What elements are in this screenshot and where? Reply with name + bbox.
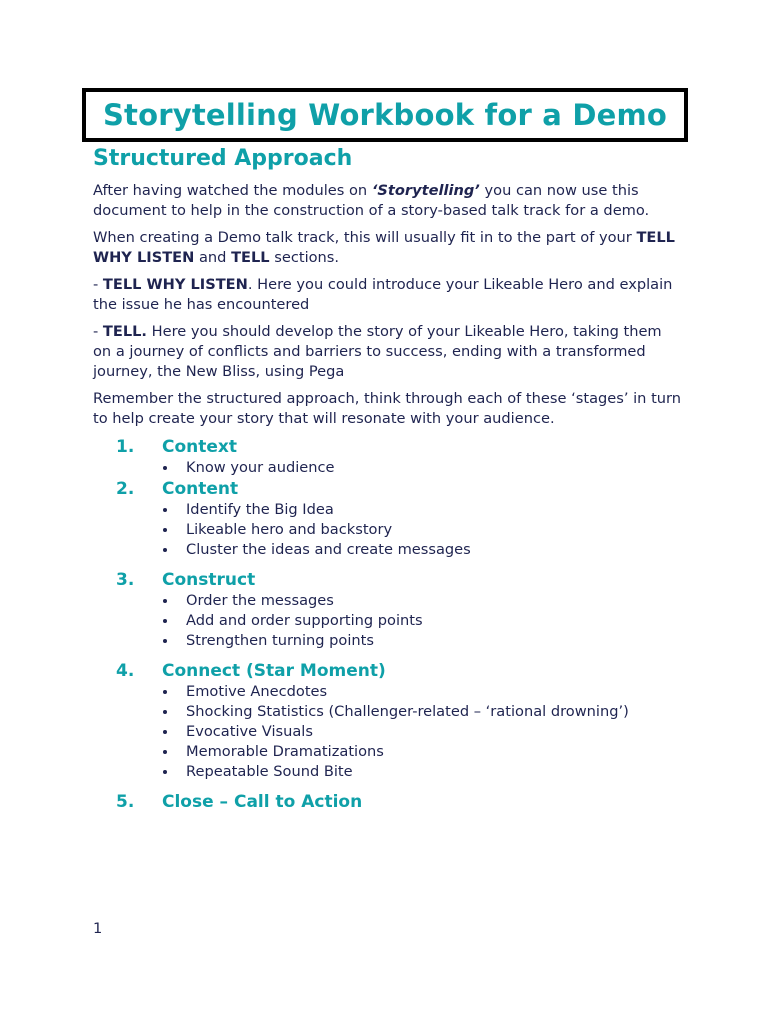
step-number: 5. (116, 792, 135, 812)
list-item: Identify the Big Idea (162, 500, 683, 520)
step-content (93, 478, 683, 560)
intro-text: After having watched the modules on (93, 182, 372, 199)
step-context (93, 436, 683, 478)
step-heading (93, 569, 683, 591)
list-item: Order the messages (162, 591, 683, 611)
title-box (82, 88, 688, 142)
talk-track-and: and (194, 249, 232, 266)
step-items (93, 591, 683, 651)
step-title: Close – Call to Action (162, 792, 363, 812)
talk-track-text: When creating a Demo talk track, this will usually fit in to the part of your (93, 229, 637, 246)
step-number: 4. (116, 661, 135, 681)
step-items (93, 682, 683, 782)
step-items (93, 458, 683, 478)
tell-why-listen-label: TELL WHY LISTEN (102, 276, 248, 293)
list-item: Emotive Anecdotes (162, 682, 683, 702)
list-item: Shocking Statistics (Challenger-related – ‘rational drowning’) (162, 702, 683, 722)
remember-paragraph: Remember the structured approach, think through each of these ‘stages’ in turn to help create your story that will resonate with your audience. (93, 390, 682, 427)
step-heading (93, 436, 683, 458)
step-close (93, 791, 683, 813)
storytelling-emphasis: ‘Storytelling’ (371, 182, 480, 199)
step-items (93, 500, 683, 560)
document-body (93, 146, 683, 813)
list-item: Evocative Visuals (162, 722, 683, 742)
list-item: Memorable Dramatizations (162, 742, 683, 762)
list-item: Likeable hero and backstory (162, 520, 683, 540)
list-item: Repeatable Sound Bite (162, 762, 683, 782)
step-number: 2. (116, 479, 135, 499)
step-heading (93, 478, 683, 500)
section-heading: Structured Approach (93, 146, 353, 171)
step-title: Connect (Star Moment) (162, 661, 386, 681)
steps-list (93, 436, 683, 813)
talk-track-paragraph (93, 228, 683, 268)
dash: - (93, 276, 103, 293)
list-item: Know your audience (162, 458, 683, 478)
tell-bold: TELL (231, 249, 270, 266)
list-item: Cluster the ideas and create messages (162, 540, 683, 560)
page-number: 1 (93, 920, 103, 937)
tell-why-listen-paragraph (93, 275, 683, 315)
step-title: Context (162, 437, 238, 457)
tell-text: Here you should develop the story of your Likeable Hero, taking them on a journey of conflicts and barriers to success, ending with a transformed journey, the New Bliss, using Pega (93, 323, 662, 380)
step-heading (93, 660, 683, 682)
step-heading (93, 791, 683, 813)
tell-why-listen-bold: TELL WHY LISTEN (93, 229, 675, 266)
list-item: Add and order supporting points (162, 611, 683, 631)
talk-track-end: sections. (269, 249, 340, 266)
intro-paragraph (93, 181, 683, 221)
step-connect (93, 660, 683, 782)
tell-why-listen-text: . Here you could introduce your Likeable Hero and explain the issue he has encountered (93, 276, 673, 313)
step-number: 1. (116, 437, 135, 457)
tell-paragraph (93, 322, 683, 382)
intro-text-end: you can now use this document to help in the construction of a story-based talk track for a demo. (93, 182, 650, 219)
step-title: Construct (162, 570, 256, 590)
dash: - (93, 323, 103, 340)
document-title: Storytelling Workbook for a Demo (102, 98, 668, 132)
list-item: Strengthen turning points (162, 631, 683, 651)
step-title: Content (162, 479, 239, 499)
step-construct (93, 569, 683, 651)
step-number: 3. (116, 570, 135, 590)
tell-label: TELL. (102, 323, 147, 340)
